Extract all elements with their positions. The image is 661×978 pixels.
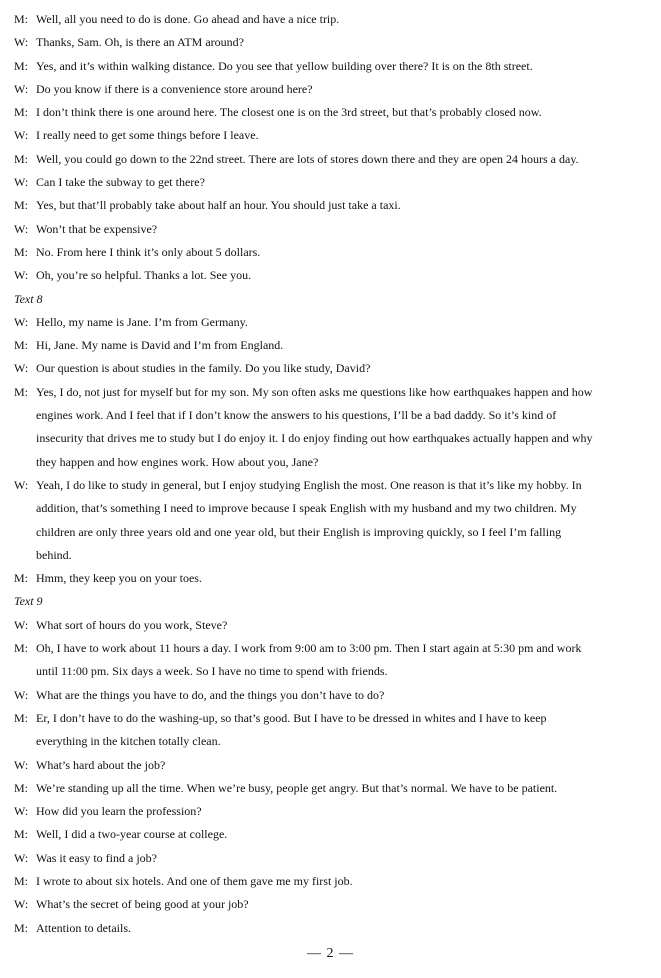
speaker-label: W: <box>14 617 29 632</box>
speaker-label: M: <box>14 12 29 26</box>
dialogue-text: We’re standing up all the time. When we’re busy, people get angry. But that’s normal. We have to be patient. <box>36 780 558 795</box>
speaker-label: W: <box>14 804 29 819</box>
dialogue-line <box>14 148 648 171</box>
dialogue-continuation <box>14 451 648 474</box>
speaker-label: W: <box>14 128 29 143</box>
dialogue-line <box>14 124 648 147</box>
dialogue-line <box>14 893 648 916</box>
dialogue-line <box>14 31 648 54</box>
dialogue-text: Hello, my name is Jane. I’m from Germany. <box>36 314 248 329</box>
dialogue-line <box>14 8 648 31</box>
dialogue-text: What are the things you have to do, and the things you don’t have to do? <box>36 687 385 702</box>
dialogue-line <box>14 707 648 730</box>
speaker-label: M: <box>14 641 29 656</box>
dialogue-line <box>14 567 648 590</box>
dialogue-text: Oh, I have to work about 11 hours a day. I work from 9:00 am to 3:00 pm. Then I start again at 5:30 pm and work <box>36 641 582 656</box>
dialogue-continuation <box>14 660 648 683</box>
dialogue-line <box>14 171 648 194</box>
dialogue-text: Hmm, they keep you on your toes. <box>36 571 202 586</box>
dialogue-text: Well, you could go down to the 22nd street. There are lots of stores down there and they are open 24 hours a day. <box>36 151 579 166</box>
dialogue-text: Oh, you’re so helpful. Thanks a lot. See you. <box>36 268 252 283</box>
speaker-label: M: <box>14 873 29 888</box>
dialogue-text: insecurity that drives me to study but I do enjoy it. I do enjoy finding out how earthquakes actually happen and why <box>36 431 593 446</box>
dialogue-line <box>14 78 648 101</box>
dialogue-line <box>14 55 648 78</box>
dialogue-line <box>14 264 648 287</box>
page-number: — 2 — <box>307 946 354 961</box>
dialogue-line <box>14 684 648 707</box>
speaker-label: W: <box>14 687 29 702</box>
dialogue-text: behind. <box>36 547 72 562</box>
speaker-label: M: <box>14 244 29 259</box>
dialogue-line <box>14 101 648 124</box>
dialogue-line <box>14 917 648 940</box>
speaker-label: M: <box>14 151 29 166</box>
speaker-label: M: <box>14 338 29 353</box>
dialogue-text: Yes, I do, not just for myself but for my son. My son often asks me questions like how earthquakes happen and how <box>36 384 593 399</box>
dialogue-text: What’s the secret of being good at your job? <box>36 897 249 912</box>
dialogue-line <box>14 334 648 357</box>
dialogue-line <box>14 381 648 404</box>
transcript-page <box>14 8 648 940</box>
dialogue-text: I really need to get some things before I leave. <box>36 128 259 143</box>
speaker-label: M: <box>14 780 29 795</box>
section-heading: Text 9 <box>14 594 43 609</box>
dialogue-text: Was it easy to find a job? <box>36 850 158 865</box>
speaker-label: M: <box>14 384 29 399</box>
dialogue-text: How did you learn the profession? <box>36 804 202 819</box>
dialogue-text: Well, I did a two-year course at college. <box>36 827 228 842</box>
dialogue-text: What’s hard about the job? <box>36 757 166 772</box>
dialogue-text: What sort of hours do you work, Steve? <box>36 617 228 632</box>
speaker-label: W: <box>14 35 29 50</box>
dialogue-text: Won’t that be expensive? <box>36 221 158 236</box>
dialogue-text: everything in the kitchen totally clean. <box>36 734 221 749</box>
dialogue-text: Do you know if there is a convenience store around here? <box>36 81 313 96</box>
speaker-label: W: <box>14 175 29 190</box>
dialogue-text: Yes, but that’ll probably take about half an hour. You should just take a taxi. <box>36 198 401 213</box>
speaker-label: W: <box>14 221 29 236</box>
dialogue-line <box>14 823 648 846</box>
speaker-label: W: <box>14 81 29 96</box>
dialogue-text: children are only three years old and one year old, but their English is improving quickly, so I feel I’m falling <box>36 524 562 539</box>
speaker-label: M: <box>14 710 29 725</box>
speaker-label: M: <box>14 827 29 842</box>
dialogue-continuation <box>14 427 648 450</box>
dialogue-line <box>14 637 648 660</box>
speaker-label: M: <box>14 571 29 586</box>
dialogue-line <box>14 311 648 334</box>
dialogue-text: they happen and how engines work. How about you, Jane? <box>36 454 319 469</box>
dialogue-line <box>14 194 648 217</box>
dialogue-text: I wrote to about six hotels. And one of them gave me my first job. <box>36 873 353 888</box>
dialogue-line <box>14 614 648 637</box>
speaker-label: M: <box>14 198 29 213</box>
dialogue-text: Er, I don’t have to do the washing-up, so that’s good. But I have to be dressed in whites and I have to keep <box>36 710 547 725</box>
dialogue-text: addition, that’s something I need to improve because I speak English with my husband and my two children. My <box>36 501 577 516</box>
dialogue-text: engines work. And I feel that if I don’t know the answers to his questions, I’ll be a bad daddy. So it’s kind of <box>36 408 557 423</box>
dialogue-continuation <box>14 544 648 567</box>
speaker-label: M: <box>14 105 29 120</box>
dialogue-text: Thanks, Sam. Oh, is there an ATM around? <box>36 35 244 50</box>
dialogue-line <box>14 847 648 870</box>
dialogue-line <box>14 357 648 380</box>
dialogue-line <box>14 218 648 241</box>
dialogue-continuation <box>14 404 648 427</box>
dialogue-text: Yes, and it’s within walking distance. Do you see that yellow building over there? It is on the 8th street. <box>36 58 533 73</box>
dialogue-continuation <box>14 521 648 544</box>
dialogue-line <box>14 754 648 777</box>
section-heading: Text 8 <box>14 291 43 306</box>
dialogue-text: Yeah, I do like to study in general, but I enjoy studying English the most. One reason is that it’s like my hobby. In <box>36 477 582 492</box>
dialogue-text: Attention to details. <box>36 920 131 935</box>
dialogue-continuation <box>14 730 648 753</box>
dialogue-line <box>14 777 648 800</box>
dialogue-continuation <box>14 497 648 520</box>
speaker-label: W: <box>14 757 29 772</box>
dialogue-text: Can I take the subway to get there? <box>36 175 205 190</box>
speaker-label: W: <box>14 268 29 283</box>
dialogue-text: Our question is about studies in the family. Do you like study, David? <box>36 361 371 376</box>
dialogue-line <box>14 800 648 823</box>
speaker-label: W: <box>14 314 29 329</box>
dialogue-text: until 11:00 pm. Six days a week. So I have no time to spend with friends. <box>36 664 388 679</box>
dialogue-line <box>14 474 648 497</box>
dialogue-line <box>14 241 648 264</box>
speaker-label: W: <box>14 477 29 492</box>
speaker-label: W: <box>14 850 29 865</box>
dialogue-text: Hi, Jane. My name is David and I’m from England. <box>36 338 284 353</box>
speaker-label: W: <box>14 361 29 376</box>
speaker-label: M: <box>14 58 29 73</box>
dialogue-text: No. From here I think it’s only about 5 dollars. <box>36 244 261 259</box>
speaker-label: W: <box>14 897 29 912</box>
dialogue-text: Well, all you need to do is done. Go ahead and have a nice trip. <box>36 12 340 26</box>
dialogue-text: I don’t think there is one around here. The closest one is on the 3rd street, but that’s probably closed now. <box>36 105 542 120</box>
dialogue-line <box>14 870 648 893</box>
speaker-label: M: <box>14 920 29 935</box>
